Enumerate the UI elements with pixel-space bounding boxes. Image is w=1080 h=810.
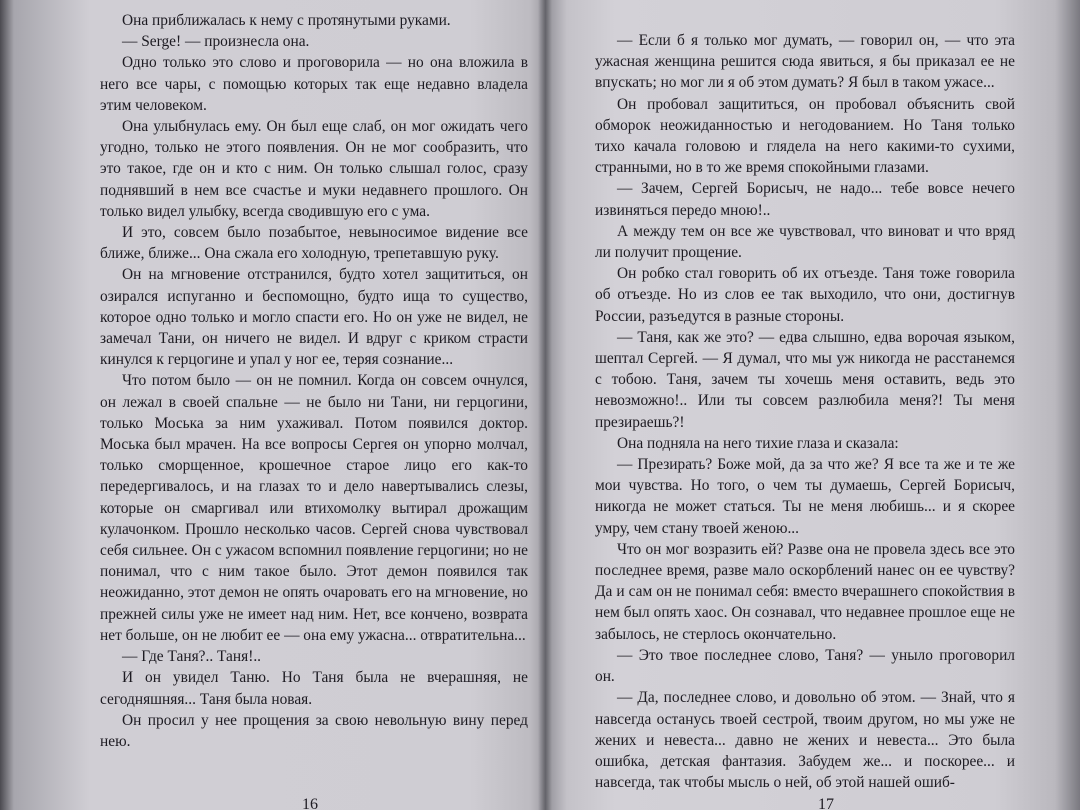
paragraph: И он увидел Таню. Но Таня была не вчерашняя, не сегодняшняя... Таня была новая. — [100, 669, 528, 708]
paragraph: — Serge! — произнесла она. — [122, 33, 310, 51]
paragraph: — Где Таня?.. Таня!.. — [122, 648, 262, 666]
paragraph: — Да, последнее слово, и довольно об этом. — Знай, что я навсегда останусь твоей сестрой, твоим другом, но мы уже не жених и невеста... давно не жених и невеста... Это была ошибка, детская фантазия. Забудем же... и поскорее... и навсегда, так чтобы мысль о ней, об этой нашей ошиб- — [595, 689, 1015, 792]
right-page — [545, 0, 1080, 810]
book-gutter — [538, 0, 552, 810]
page-number-right: 17 — [818, 796, 834, 810]
paragraph: — Зачем, Сергей Борисыч, не надо... тебе вовсе нечего извиняться передо мною!.. — [595, 180, 1015, 219]
paragraph: Что потом было — он не помнил. Когда он совсем очнулся, он лежал в своей спальне — не было ни Тани, ни герцогини, только Моська за ним ухаживал. Потом появился доктор. Моська был мрачен. На все вопросы Сергея он упорно молчал, только сморщенное, крошечное старое лицо его как-то передергивалось, и на глазах то и дело навертывались слезы, которые он смаргивал или втихомолку вытирал дрожащим кулачонком. Прошло несколько часов. Сергей снова чувствовал себя сильнее. Он с ужасом вспомнил появление герцогини; но не понимал, что с ним такое было. Этот демон появился так неожиданно, этот демон не опять очаровать его на мгновение, но прежней силы уже не имеет над ним. Нет, все кончено, возврата нет больше, он не любит ее — она ему ужасна... отвратительна... — [100, 372, 528, 644]
page-number-left: 16 — [302, 796, 318, 810]
paragraph: Что он мог возразить ей? Разве она не провела здесь все это последнее время, разве мало оскорблений нанес он ее чувству? Да и сам он не понимал себя: вместо вчерашнего спокойствия в нем был опять хаос. Он сознавал, что недавнее прошлое еще не забылось, не стерлось окончательно. — [595, 540, 1015, 643]
paragraph: И это, совсем было позабытое, невыносимое видение все ближе, ближе... Она сжала его холодную, трепетавшую руку. — [100, 224, 528, 263]
paragraph: Он робко стал говорить об их отъезде. Таня тоже говорила об отъезде. Но из слов ее так выходило, что они, достигнув России, разъедутся в разные стороны. — [595, 265, 1015, 325]
paragraph: Он на мгновение отстранился, будто хотел защититься, он озирался испуганно и беспомощно, будто ища то существо, которое одно только и могло спасти его. Но он уже не видел, не замечал Тани, он ничего не видел. И вдруг с криком страсти кинулся к герцогине и упал у ног ее, теряя сознание... — [100, 266, 528, 369]
paragraph: А между тем он все же чувствовал, что виноват и что вряд ли получит прощение. — [595, 222, 1015, 262]
left-page-text — [100, 10, 528, 752]
paragraph: Одно только это слово и проговорила — но она вложила в него все чары, с помощью которых так еще недавно владела этим человеком. — [100, 54, 528, 114]
paragraph: — Презирать? Боже мой, да за что же? Я все та же и те же мои чувства. Но того, о чем ты думаешь, Сергей Борисыч, никогда не может статься. Ты не меня любишь... и я скорее умру, чем стану твоей женою... — [595, 456, 1015, 537]
paragraph: — Это твое последнее слово, Таня? — уныло проговорил он. — [595, 646, 1015, 686]
paragraph: Он просил у нее прощения за свою невольную вину перед нею. — [100, 711, 528, 750]
right-page-text — [595, 30, 1015, 793]
paragraph: — Таня, как же это? — едва слышно, едва ворочая языком, шептал Сергей. — Я думал, что мы уж никогда не расстанемся с тобою. Таня, зачем ты хочешь меня оставить, ведь это невозможно!.. Или ты совсем разлюбила меня?! Ты меня презираешь?! — [595, 328, 1015, 431]
paragraph: Он пробовал защититься, он пробовал объяснить свой обморок неожиданностью и негодованием. Но Таня только тихо качала головою и глядела на него какими-то сухими, странными, но в то же время спокойными глазами. — [595, 95, 1015, 177]
paragraph: Она улыбнулась ему. Он был еще слаб, он мог ожидать чего угодно, только не этого появления. Он не мог сообразить, что это такое, где он и кто с ним. Он только слышал голос, сразу поднявший в нем все счастье и муки недавнего прошлого. Он только видел улыбку, всегда сводившую его с ума. — [100, 118, 528, 220]
paragraph: Она приближалась к нему с протянутыми руками. — [122, 12, 451, 29]
paragraph: Она подняла на него тихие глаза и сказала: — [617, 434, 899, 452]
paragraph: — Если б я только мог думать, — говорил он, — что эта ужасная женщина решится сюда явиться, я бы приказал ее не впускать; но мог ли я об этом думать? Я был в таком ужасе... — [595, 32, 1015, 92]
